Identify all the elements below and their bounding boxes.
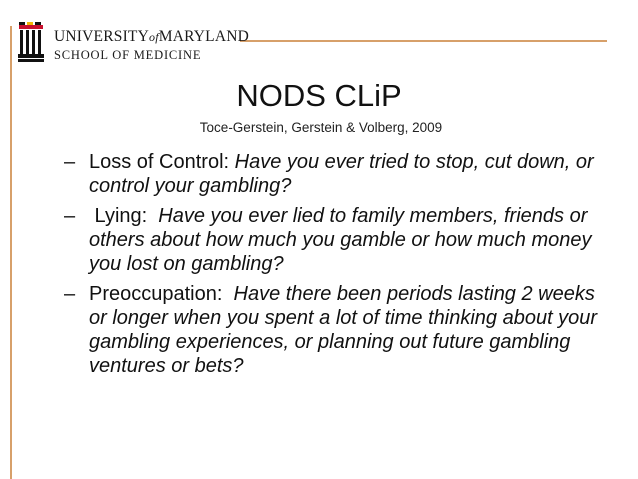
bullet-label: Preoccupation:	[89, 283, 234, 305]
bullet-item-loss-of-control	[64, 150, 604, 198]
slide-subtitle: Toce-Gerstein, Gerstein & Volberg, 2009	[199, 120, 443, 135]
bullet-label: Lying:	[89, 205, 159, 227]
bullet-dash: –	[64, 151, 76, 173]
university-logo	[18, 22, 258, 66]
bullet-label: Loss of Control:	[89, 151, 235, 173]
bullet-question: Have you ever lied to family members, friends or others about how much you gamble or how much money you lost on gambling?	[89, 205, 592, 275]
bullet-dash: –	[64, 205, 76, 227]
slide-title: NODS CLiP	[236, 78, 402, 113]
top-accent-rule	[240, 40, 607, 42]
bullet-list	[64, 150, 604, 384]
bullet-item-lying	[64, 204, 604, 276]
university-shield-icon	[18, 22, 48, 64]
logo-school-name: SCHOOL OF MEDICINE	[54, 48, 202, 62]
logo-university-name: UNIVERSITYofMARYLAND	[54, 28, 250, 45]
bullet-question: Have there been periods lasting 2 weeks or longer when you spent a lot of time thinking about your gambling experiences, or planning out future gambling ventures or bets?	[89, 283, 598, 377]
bullet-dash: –	[64, 283, 76, 305]
bullet-item-preoccupation	[64, 282, 604, 378]
bullet-question: Have you ever tried to stop, cut down, or control your gambling?	[89, 151, 594, 197]
